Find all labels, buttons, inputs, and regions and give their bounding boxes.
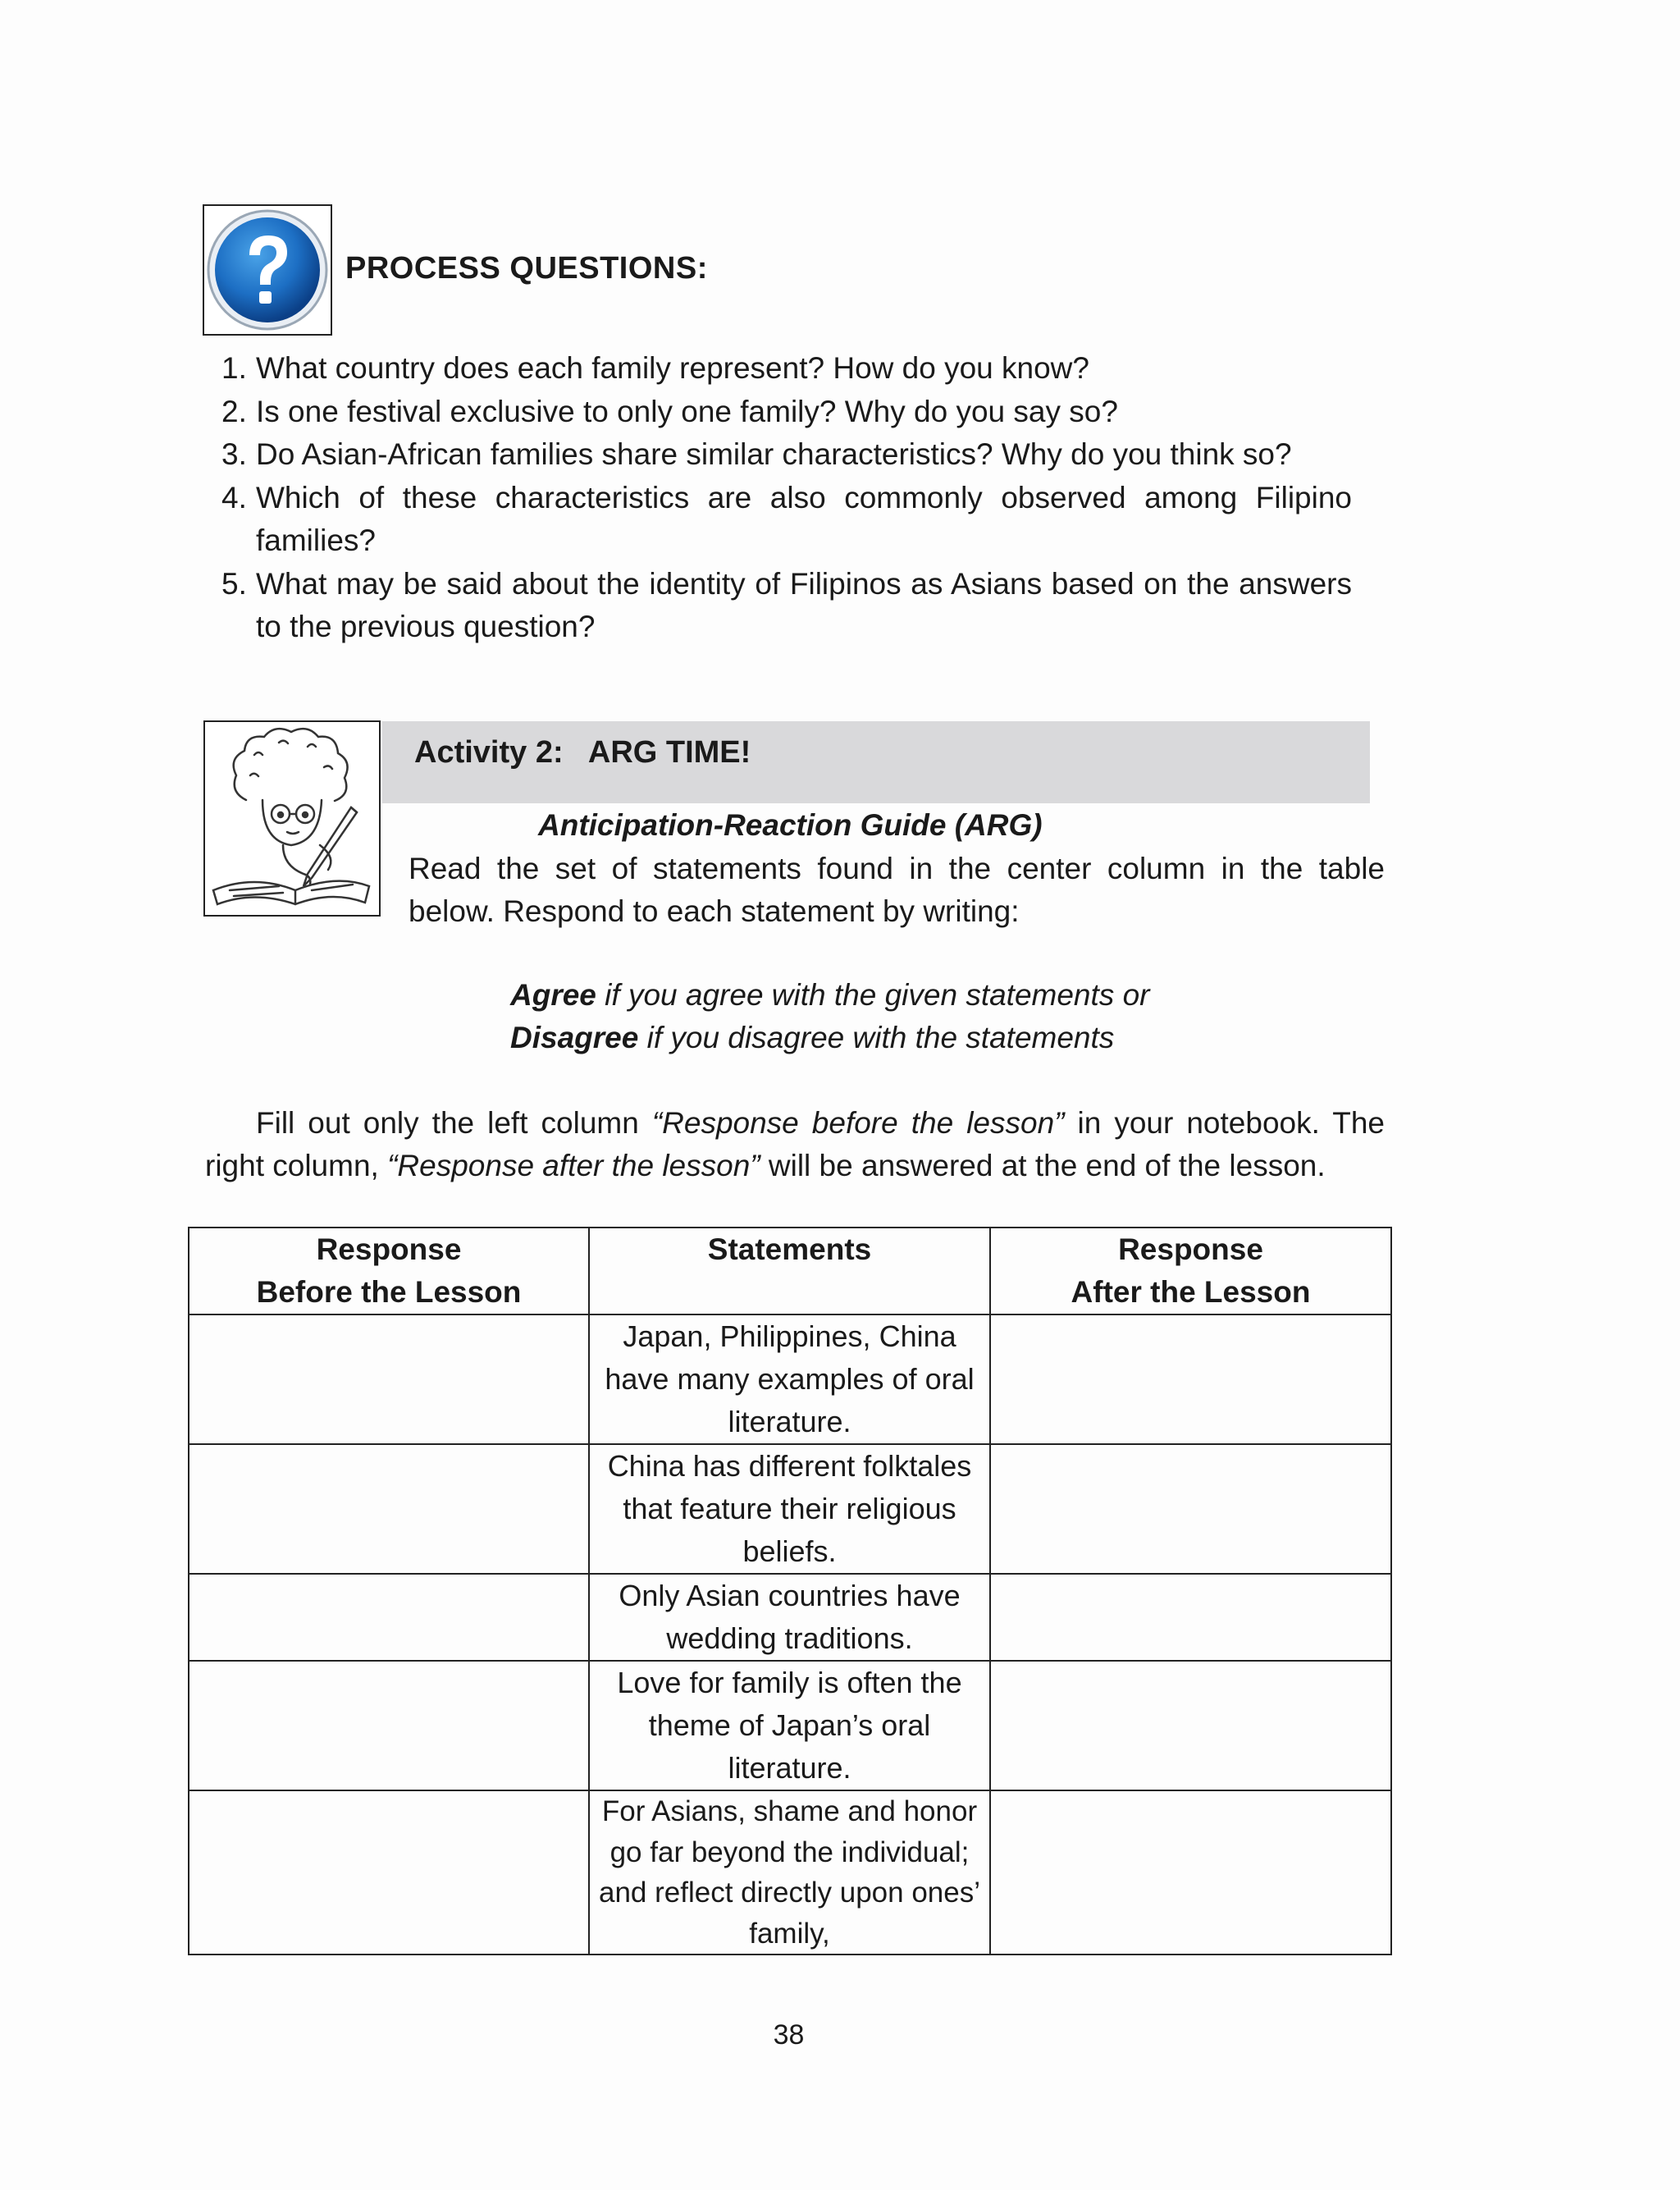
table-row [189,1790,1391,1955]
response-after-cell[interactable] [990,1314,1391,1444]
table-row [189,1661,1391,1790]
activity-title: Activity 2: ARG TIME! [414,735,751,770]
statement-cell: Only Asian countries have wedding traditions. [589,1574,990,1661]
header-before-lesson: Response Before the Lesson [189,1228,589,1314]
list-item [221,563,1352,649]
response-before-cell[interactable] [189,1790,589,1955]
list-item [221,347,1352,391]
question-text: Which of these characteristics are also commonly observed among Filipino families? [256,480,1352,557]
disagree-word: Disagree [510,1021,639,1054]
table-row [189,1574,1391,1661]
activity-instructions: Read the set of statements found in the center column in the table below. Respond to each statement by writing: [409,852,1385,928]
fill-text: in your notebook. The right column, [205,1106,1385,1182]
response-after-cell[interactable] [990,1661,1391,1790]
item-number: 5. [221,566,247,601]
question-text: What country does each family represent? How do you know? [256,351,1089,385]
table-row [189,1314,1391,1444]
item-number: 4. [221,480,247,514]
disagree-text: if you disagree with the statements [638,1021,1115,1054]
agree-text: if you agree with the given statements or [596,978,1150,1012]
table-row [189,1444,1391,1574]
disagree-option [510,1017,1149,1059]
header-after-lesson: Response After the Lesson [990,1228,1391,1314]
response-after-cell[interactable] [990,1790,1391,1955]
question-text: Do Asian-African families share similar characteristics? Why do you think so? [256,437,1292,471]
list-item [221,477,1352,563]
agree-option [510,974,1149,1017]
arg-table [188,1227,1392,1955]
item-number: 3. [221,437,247,471]
response-before-cell[interactable] [189,1661,589,1790]
response-after-cell[interactable] [990,1444,1391,1574]
statement-cell: For Asians, shame and honor go far beyond the individual; and reflect directly upon ones’ family, [589,1790,990,1955]
arg-subtitle: Anticipation-Reaction Guide (ARG) [538,808,1043,842]
question-text: Is one festival exclusive to only one family? Why do you say so? [256,394,1118,428]
response-before-cell[interactable] [189,1444,589,1574]
process-questions-title: PROCESS QUESTIONS: [345,251,708,286]
header-statements: Statements [589,1228,990,1314]
statement-cell: China has different folktales that feature their religious beliefs. [589,1444,990,1574]
fill-out-instructions [205,1102,1385,1187]
student-writing-illustration [203,720,381,917]
question-text: What may be said about the identity of Filipinos as Asians based on the answers to the previous question? [256,566,1352,643]
page-number: 38 [773,2019,805,2051]
item-number: 2. [221,394,247,428]
process-questions-list [221,347,1352,649]
response-options [510,974,1149,1059]
fill-text: will be answered at the end of the lesson. [760,1149,1326,1182]
agree-word: Agree [510,978,596,1012]
response-before-cell[interactable] [189,1574,589,1661]
statement-cell: Love for family is often the theme of Japan’s oral literature. [589,1661,990,1790]
after-column-quote: “Response after the lesson” [387,1149,760,1182]
fill-text: Fill out only the left column [256,1106,652,1140]
response-after-cell[interactable] [990,1574,1391,1661]
list-item [221,391,1352,434]
list-item [221,433,1352,477]
before-column-quote: “Response before the lesson” [651,1106,1065,1140]
question-mark-icon [203,204,332,336]
table-header-row [189,1228,1391,1314]
item-number: 1. [221,351,247,385]
statement-cell: Japan, Philippines, China have many examples of oral literature. [589,1314,990,1444]
response-before-cell[interactable] [189,1314,589,1444]
